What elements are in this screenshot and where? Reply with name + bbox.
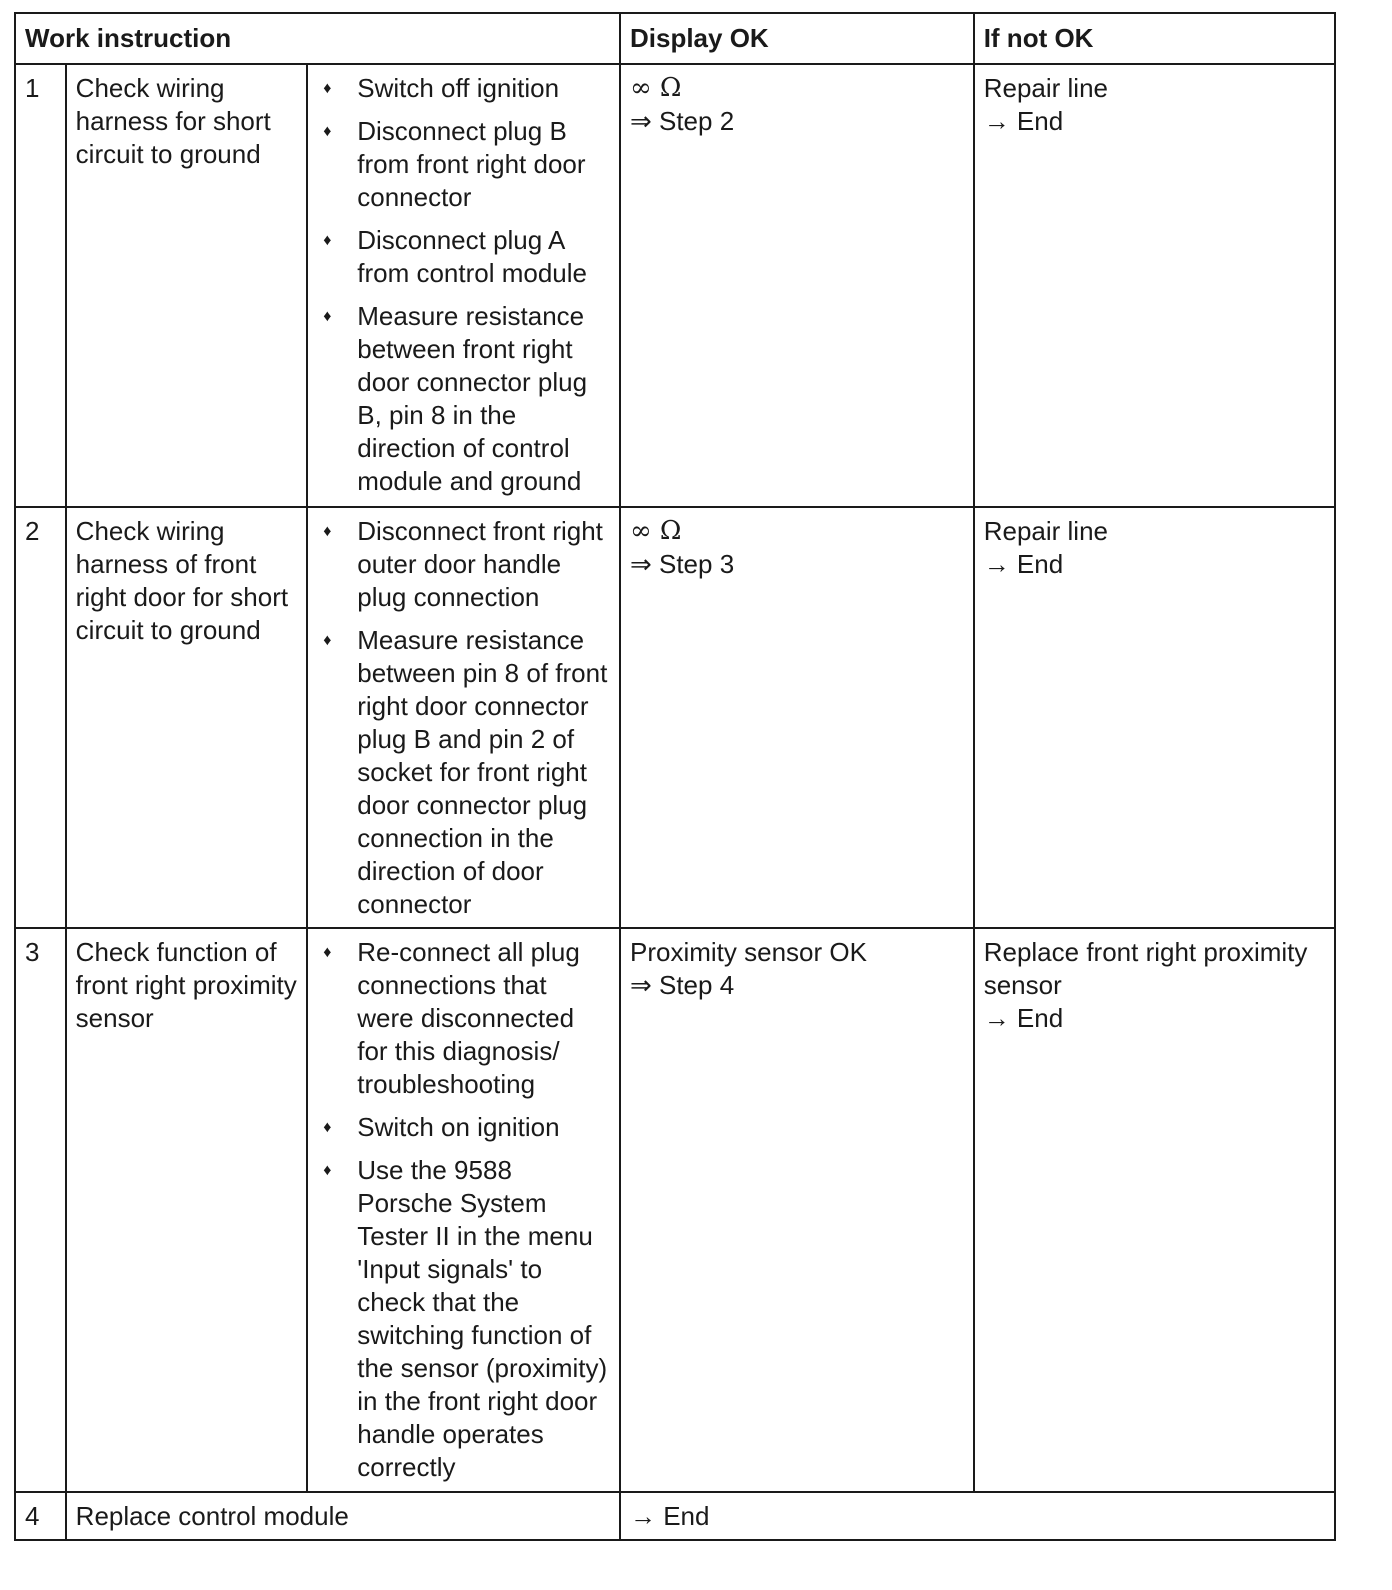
list-item [317, 1154, 610, 1484]
table-row [15, 507, 1335, 928]
task-description: Check wiring harness of front right door for short circuit to ground [66, 507, 308, 928]
if-not-ok-cell [974, 507, 1335, 928]
display-ok-cell [620, 64, 974, 507]
list-item [317, 115, 610, 214]
display-ok-value: ∞ Ω [629, 516, 682, 546]
step-number: 4 [15, 1492, 66, 1540]
diamond-bullet-icon: ♦ [323, 123, 332, 140]
if-not-ok-next: → End [983, 549, 1064, 579]
if-not-ok-cell [974, 64, 1335, 507]
step-text: Measure resistance between front right door connector plug B, pin 8 in the direction of control module and ground [357, 301, 588, 496]
procedure-cell [307, 928, 620, 1492]
if-not-ok-next: → End [983, 1003, 1064, 1033]
list-item [317, 515, 610, 614]
table-header-row [15, 13, 1335, 64]
diamond-bullet-icon: ♦ [323, 1119, 332, 1136]
if-not-ok-action: Repair line [983, 516, 1108, 546]
list-item [317, 224, 610, 290]
table-row [15, 928, 1335, 1492]
display-ok-next: ⇒ Step 4 [629, 970, 735, 1000]
task-description: Check wiring harness for short circuit to ground [66, 64, 308, 507]
step-text: Disconnect plug B from front right door connector [357, 116, 586, 212]
list-item [317, 936, 610, 1101]
step-text: Re-connect all plug connections that were disconnected for this diagnosis/ troubleshooting [357, 937, 580, 1099]
diamond-bullet-icon: ♦ [323, 523, 332, 540]
table-row [15, 1492, 1335, 1540]
step-text: Use the 9588 Porsche System Tester II in the menu 'Input signals' to check that the switching function of the sensor (proximity) in the front right door handle operates correctly [357, 1155, 608, 1482]
display-ok-next: ⇒ Step 3 [629, 549, 735, 579]
if-not-ok-cell [974, 928, 1335, 1492]
diamond-bullet-icon: ♦ [323, 632, 332, 649]
list-item [317, 72, 610, 105]
step-number: 3 [15, 928, 66, 1492]
display-ok-value: Proximity sensor OK [629, 937, 867, 967]
if-not-ok-action: Repair line [983, 73, 1108, 103]
procedure-cell [307, 507, 620, 928]
step-text: Switch off ignition [357, 73, 560, 103]
task-description: Replace control module [66, 1492, 620, 1540]
display-ok-cell [620, 928, 974, 1492]
work-instruction-table [14, 12, 1336, 1541]
step-text: Disconnect front right outer door handle plug connection [357, 516, 603, 612]
display-ok-cell [620, 507, 974, 928]
procedure-cell [307, 64, 620, 507]
step-text: Disconnect plug A from control module [357, 225, 587, 288]
step-text: Switch on ignition [357, 1112, 560, 1142]
list-item [317, 300, 610, 498]
display-ok-next: ⇒ Step 2 [629, 106, 735, 136]
diamond-bullet-icon: ♦ [323, 1162, 332, 1179]
if-not-ok-next: → End [983, 106, 1064, 136]
header-display-ok: Display OK [620, 13, 974, 64]
list-item [317, 1111, 610, 1144]
display-ok-value: ∞ Ω [629, 73, 682, 103]
header-work-instruction: Work instruction [15, 13, 620, 64]
task-description: Check function of front right proximity sensor [66, 928, 308, 1492]
step-text: Measure resistance between pin 8 of front right door connector plug B and pin 2 of socket for front right door connector plug connection in the direction of door connector [357, 625, 608, 919]
list-item [317, 624, 610, 921]
step-number: 1 [15, 64, 66, 507]
result-cell: → End [620, 1492, 1335, 1540]
diamond-bullet-icon: ♦ [323, 232, 332, 249]
diamond-bullet-icon: ♦ [323, 944, 332, 961]
table-row [15, 64, 1335, 507]
diamond-bullet-icon: ♦ [323, 80, 332, 97]
header-if-not-ok: If not OK [974, 13, 1335, 64]
diamond-bullet-icon: ♦ [323, 308, 332, 325]
if-not-ok-action: Replace front right proximity sensor [983, 937, 1308, 1000]
step-number: 2 [15, 507, 66, 928]
